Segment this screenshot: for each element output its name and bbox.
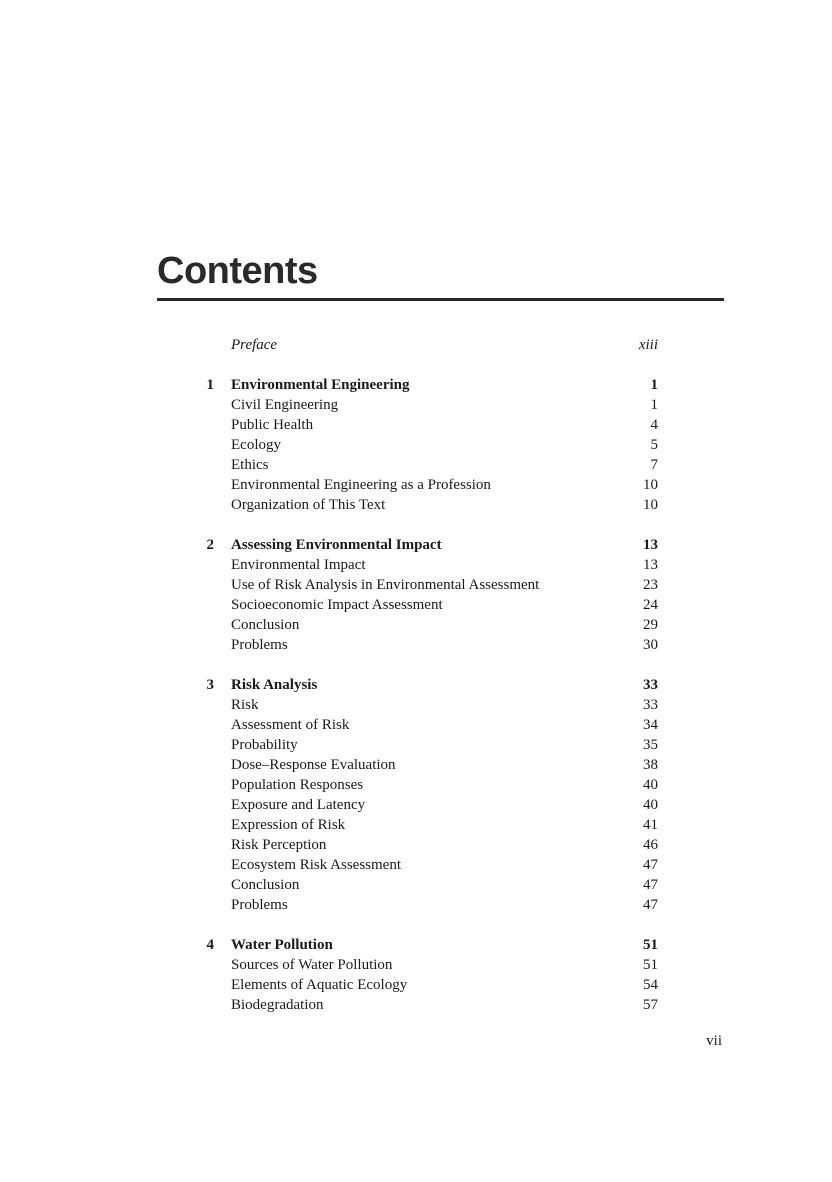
toc-section-page: 34	[643, 717, 658, 733]
toc-chapter-page: 33	[643, 677, 658, 693]
toc-section-page: 23	[643, 577, 658, 593]
toc-section-page: 33	[643, 697, 658, 713]
toc-section-page: 47	[643, 897, 658, 913]
page-title: Contents	[157, 250, 318, 292]
toc-section-row[interactable]	[200, 895, 660, 915]
toc-gap	[200, 355, 660, 375]
toc-section-label: Dose–Response Evaluation	[231, 757, 396, 773]
toc-section-label: Probability	[231, 737, 298, 753]
toc-section-label: Assessment of Risk	[231, 717, 350, 733]
toc-chapter-number: 2	[206, 537, 214, 553]
title-rule	[157, 298, 724, 301]
toc-preface-row[interactable]	[200, 335, 660, 355]
toc-section-page: 10	[643, 477, 658, 493]
toc-section-label: Risk	[231, 697, 259, 713]
toc-section-row[interactable]	[200, 595, 660, 615]
toc-section-label: Biodegradation	[231, 997, 324, 1013]
table-of-contents	[200, 335, 660, 1015]
toc-section-page: 29	[643, 617, 658, 633]
toc-section-page: 13	[643, 557, 658, 573]
toc-section-row[interactable]	[200, 455, 660, 475]
toc-section-label: Socioeconomic Impact Assessment	[231, 597, 443, 613]
toc-chapter-page: 1	[650, 377, 658, 393]
toc-section-row[interactable]	[200, 395, 660, 415]
toc-preface-label: Preface	[231, 337, 278, 353]
toc-section-row[interactable]	[200, 715, 660, 735]
toc-section-row[interactable]	[200, 995, 660, 1015]
toc-section-row[interactable]	[200, 955, 660, 975]
toc-section-label: Ethics	[231, 457, 269, 473]
toc-section-page: 24	[643, 597, 658, 613]
toc-section-label: Population Responses	[231, 777, 364, 793]
toc-section-page: 35	[643, 737, 658, 753]
toc-section-row[interactable]	[200, 795, 660, 815]
toc-section-row[interactable]	[200, 835, 660, 855]
toc-section-page: 5	[650, 437, 658, 453]
toc-section-page: 51	[643, 957, 658, 973]
toc-section-label: Organization of This Text	[231, 497, 386, 513]
toc-section-row[interactable]	[200, 615, 660, 635]
toc-section-row[interactable]	[200, 495, 660, 515]
toc-section-row[interactable]	[200, 695, 660, 715]
toc-chapter-number: 3	[206, 677, 214, 693]
toc-section-page: 54	[643, 977, 658, 993]
toc-chapter-row[interactable]	[200, 375, 660, 395]
toc-section-page: 4	[650, 417, 658, 433]
toc-section-label: Expression of Risk	[231, 817, 346, 833]
toc-section-label: Environmental Engineering as a Profession	[231, 477, 491, 493]
toc-gap	[200, 655, 660, 675]
toc-section-row[interactable]	[200, 475, 660, 495]
toc-section-label: Civil Engineering	[231, 397, 339, 413]
toc-chapter-row[interactable]	[200, 675, 660, 695]
toc-section-row[interactable]	[200, 755, 660, 775]
toc-section-page: 1	[650, 397, 658, 413]
toc-gap	[200, 915, 660, 935]
toc-chapter-title: Risk Analysis	[231, 677, 318, 693]
toc-chapter-number: 4	[206, 937, 214, 953]
toc-section-row[interactable]	[200, 635, 660, 655]
toc-section-label: Ecology	[231, 437, 281, 453]
toc-section-row[interactable]	[200, 735, 660, 755]
toc-gap	[200, 515, 660, 535]
toc-chapter-row[interactable]	[200, 535, 660, 555]
toc-section-label: Conclusion	[231, 617, 300, 633]
toc-section-label: Sources of Water Pollution	[231, 957, 393, 973]
toc-section-page: 41	[643, 817, 658, 833]
toc-section-page: 40	[643, 797, 658, 813]
toc-chapter-row[interactable]	[200, 935, 660, 955]
toc-section-row[interactable]	[200, 435, 660, 455]
toc-section-label: Exposure and Latency	[231, 797, 366, 813]
toc-section-row[interactable]	[200, 575, 660, 595]
toc-section-page: 38	[643, 757, 658, 773]
toc-section-page: 47	[643, 877, 658, 893]
toc-section-row[interactable]	[200, 975, 660, 995]
toc-chapter-number: 1	[206, 377, 214, 393]
toc-section-page: 7	[650, 457, 658, 473]
toc-section-row[interactable]	[200, 775, 660, 795]
toc-section-row[interactable]	[200, 855, 660, 875]
toc-section-page: 30	[643, 637, 658, 653]
toc-chapter-title: Water Pollution	[231, 937, 333, 953]
toc-section-label: Conclusion	[231, 877, 300, 893]
toc-section-label: Problems	[231, 897, 288, 913]
page-folio: vii	[706, 1033, 722, 1049]
toc-section-label: Elements of Aquatic Ecology	[231, 977, 408, 993]
toc-section-label: Use of Risk Analysis in Environmental Assessment	[231, 577, 540, 593]
toc-preface-page: xiii	[638, 337, 658, 353]
toc-section-row[interactable]	[200, 555, 660, 575]
toc-section-page: 40	[643, 777, 658, 793]
toc-section-page: 10	[643, 497, 658, 513]
toc-chapter-title: Environmental Engineering	[231, 377, 410, 393]
toc-section-label: Environmental Impact	[231, 557, 366, 573]
toc-section-label: Public Health	[231, 417, 314, 433]
toc-chapter-title: Assessing Environmental Impact	[231, 537, 442, 553]
toc-chapter-page: 13	[643, 537, 658, 553]
toc-section-row[interactable]	[200, 815, 660, 835]
toc-section-label: Risk Perception	[231, 837, 327, 853]
toc-section-row[interactable]	[200, 875, 660, 895]
toc-section-page: 46	[643, 837, 658, 853]
toc-section-label: Problems	[231, 637, 288, 653]
toc-section-page: 57	[643, 997, 658, 1013]
toc-section-row[interactable]	[200, 415, 660, 435]
toc-chapter-page: 51	[643, 937, 658, 953]
toc-section-page: 47	[643, 857, 658, 873]
toc-section-label: Ecosystem Risk Assessment	[231, 857, 402, 873]
